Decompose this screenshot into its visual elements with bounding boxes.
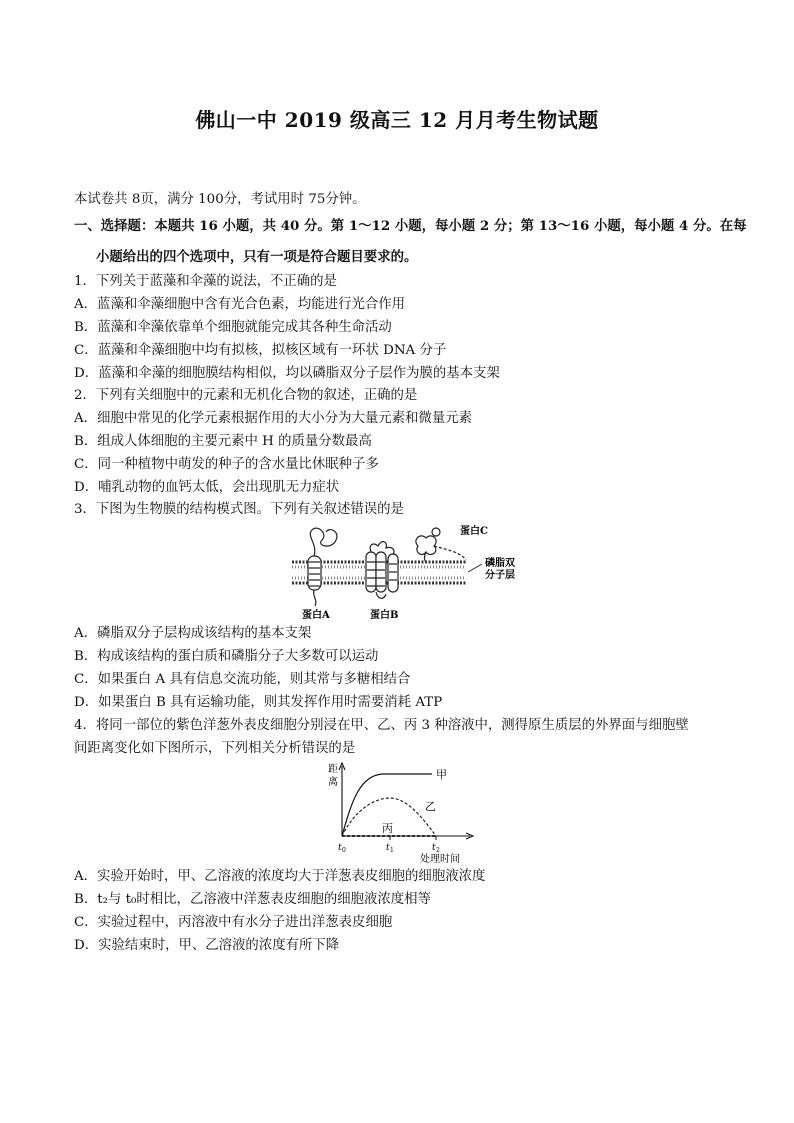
q3-option-d: D．如果蛋白 B 具有运输功能，则其发挥作用时需要消耗 ATP — [74, 695, 443, 710]
q3-option-c: C．如果蛋白 A 具有信息交流功能，则其常与多糖相结合 — [74, 672, 411, 687]
q2-stem: 2．下列有关细胞中的元素和无机化合物的叙述，正确的是 — [74, 388, 418, 403]
curve-yi-label: 乙 — [425, 800, 436, 813]
tick-t1-sub: 1 — [390, 847, 394, 854]
q4-option-d: D．实验结束时，甲、乙溶液的浓度有所下降 — [74, 938, 340, 953]
membrane-diagram — [288, 522, 538, 624]
q3-option-b: B．构成该结构的蛋白质和磷脂分子大多数可以运动 — [74, 649, 379, 664]
q3-option-a: A．磷脂双分子层构成该结构的基本支架 — [74, 626, 312, 641]
curve-jia-label: 甲 — [436, 768, 447, 781]
protein-a-label: 蛋白A — [302, 610, 330, 621]
q1-option-d: D．蓝藻和伞藻的细胞膜结构相似，均以磷脂双分子层作为膜的基本支架 — [74, 366, 500, 381]
tick-t2-sub: 2 — [436, 847, 440, 854]
q2-option-c: C．同一种植物中萌发的种子的含水量比休眠种子多 — [74, 457, 379, 472]
protein-c-label: 蛋白C — [460, 526, 488, 537]
q2-option-a: A．细胞中常见的化学元素根据作用的大小分为大量元素和微量元素 — [74, 411, 472, 426]
protein-b-shape — [366, 542, 398, 599]
tick-t1: t — [386, 843, 390, 853]
section-heading-line1: 一、选择题：本题共 16 小题，共 40 分。第 1～12 小题，每小题 2 分；第 13～16 小题，每小题 4 分。在每 — [74, 218, 747, 234]
bilayer-label-line2: 分子层 — [485, 570, 515, 581]
q4-option-b: B．t₂与 t₀时相比，乙溶液中洋葱表皮细胞的细胞液浓度相等 — [74, 892, 431, 907]
tick-t2: t — [432, 843, 436, 853]
graph-xlabel: 处理时间 — [420, 854, 460, 865]
section-heading-line2: 小题给出的四个选项中，只有一项是符合题目要求的。 — [96, 249, 418, 265]
tick-t0: t — [338, 843, 342, 853]
distance-time-graph — [320, 760, 480, 868]
q4-stem-line1: 4．将同一部位的紫色洋葱外表皮细胞分别浸在甲、乙、丙 3 种溶液中，测得原生质层的外界面与细胞壁 — [74, 718, 689, 733]
q1-stem: 1．下列关于蓝藻和伞藻的说法，不正确的是 — [74, 274, 337, 289]
graph-ylabel-2: 离 — [328, 777, 338, 788]
q1-option-b: B．蓝藻和伞藻依靠单个细胞就能完成其各种生命活动 — [74, 320, 392, 335]
protein-c-shape — [416, 528, 466, 562]
bilayer-label-line1: 磷脂双 — [485, 558, 515, 569]
q4-option-c: C．实验过程中，丙溶液中有水分子进出洋葱表皮细胞 — [74, 915, 393, 930]
q4-stem-line2: 间距离变化如下图所示，下列相关分析错误的是 — [74, 741, 356, 756]
protein-b-label: 蛋白B — [370, 610, 399, 621]
q1-option-c: C．蓝藻和伞藻细胞中均有拟核，拟核区域有一环状 DNA 分子 — [74, 343, 447, 358]
q3-stem: 3．下图为生物膜的结构模式图。下列有关叙述错误的是 — [74, 502, 404, 517]
q4-option-a: A．实验开始时，甲、乙溶液的浓度均大于洋葱表皮细胞的细胞液浓度 — [74, 869, 486, 884]
page-title: 佛山一中 2019 级高三 12 月月考生物试题 — [195, 108, 599, 132]
tick-t0-sub: 0 — [342, 847, 346, 854]
exam-intro: 本试卷共 8页，满分 100分，考试用时 75分钟。 — [74, 192, 366, 207]
q1-option-a: A．蓝藻和伞藻细胞中含有光合色素，均能进行光合作用 — [74, 297, 406, 312]
q2-option-b: B．组成人体细胞的主要元素中 H 的质量分数最高 — [74, 434, 372, 449]
curve-bing-label: 丙 — [382, 822, 393, 835]
graph-ylabel-1: 距 — [328, 764, 338, 775]
q2-option-d: D．哺乳动物的血钙太低，会出现肌无力症状 — [74, 480, 340, 495]
